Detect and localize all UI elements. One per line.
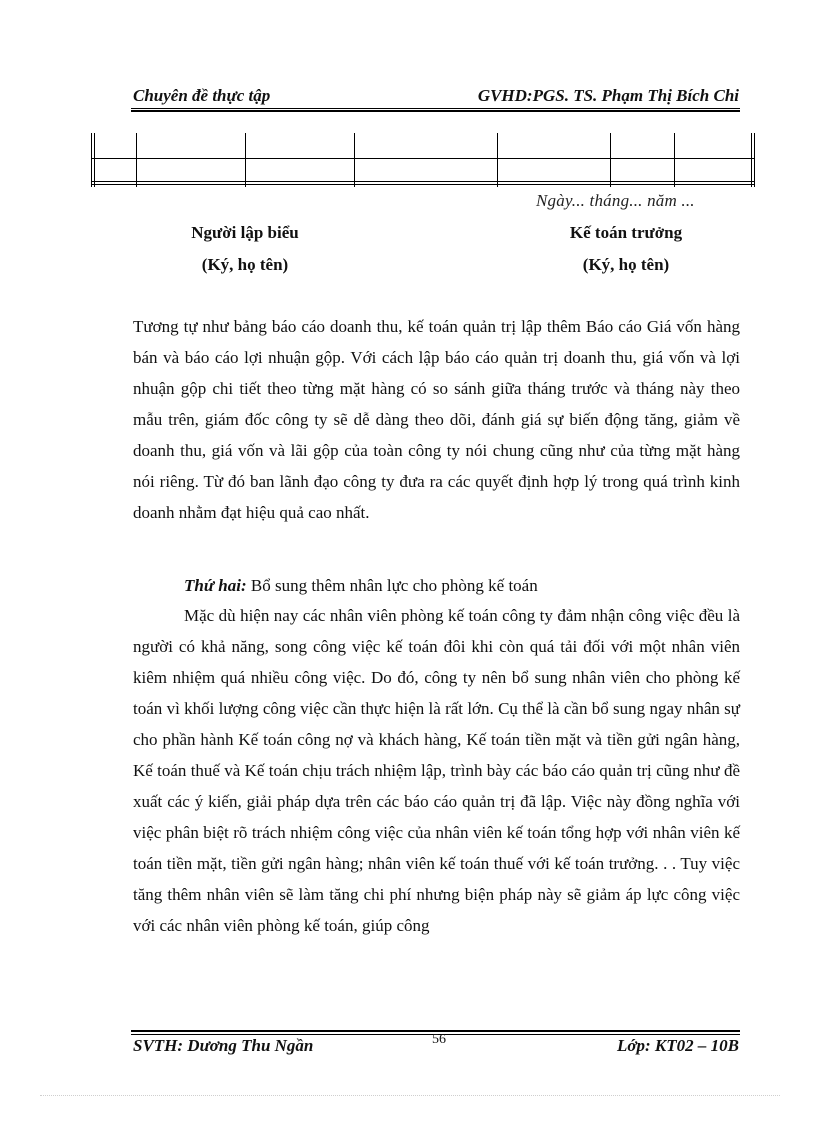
paragraph-2: Mặc dù hiện nay các nhân viên phòng kế toán công ty đảm nhận công việc đều là người có khả năng, song công việc kế toán đôi khi còn quá tải đối với một nhân viên kiêm nhiệm quá nhiều công việc. Do đó, công ty nên bổ sung nhân viên cho phòng kế toán vì khối lượng công việc cần thực hiện là rất lớn. Cụ thể là cần bổ sung ngay nhân sự cho phần hành Kế toán công nợ và khách hàng, Kế toán tiền mặt và tiền gửi ngân hàng, Kế toán thuế và Kế toán chịu trách nhiệm lập, trình bày các báo cáo quản trị cũng như đề xuất các ý kiến, giải pháp dựa trên các báo cáo quản trị đã lập. Việc này đồng nghĩa với việc phân biệt rõ trách nhiệm công việc của nhân viên kế toán tổng hợp với nhân viên kế toán tiền mặt, tiền gửi ngân hàng; nhân viên kế toán thuế với kế toán trưởng. . . Tuy việc tăng thêm nhân viên sẽ làm tăng chi phí nhưng biện pháp này sẽ giảm áp lực công việc với các nhân viên phòng kế toán, giúp công <box>133 606 740 935</box>
signature-chief-accountant-sub: (Ký, họ tên) <box>582 255 670 274</box>
page-header-left: Chuyên đề thực tập <box>133 86 271 105</box>
page-number: 56 <box>432 1032 446 1047</box>
signature-chief-accountant-title: Kế toán trưởng <box>569 223 683 242</box>
header-rule-thick <box>131 110 740 112</box>
signature-preparer <box>135 223 355 275</box>
header-rule-thin <box>131 108 740 109</box>
section-label: Thứ hai: <box>184 576 247 595</box>
signature-date: Ngày... tháng... năm ... <box>536 191 695 210</box>
page-header-right: GVHD:PGS. TS. Phạm Thị Bích Chi <box>477 86 739 105</box>
paragraph-1: Tương tự như bảng báo cáo doanh thu, kế toán quản trị lập thêm Báo cáo Giá vốn hàng bán và báo cáo lợi nhuận gộp. Với cách lập báo cáo quản trị doanh thu, giá vốn và lợi nhuận gộp chi tiết theo từng mặt hàng có so sánh giữa tháng trước và tháng này theo mẫu trên, giám đốc công ty sẽ dễ dàng theo dõi, đánh giá sự biến động tăng, giảm về doanh thu, giá vốn và lãi gộp của toàn công ty nói chung cũng như của từng mặt hàng nói riêng. Từ đó ban lãnh đạo công ty đưa ra các quyết định hợp lý trong quá trình kinh doanh nhằm đạt hiệu quả cao nhất. <box>133 317 740 522</box>
section-title: Bổ sung thêm nhân lực cho phòng kế toán <box>250 576 538 595</box>
footer-student: SVTH: Dương Thu Ngần <box>133 1036 314 1055</box>
signature-preparer-sub: (Ký, họ tên) <box>201 255 289 274</box>
page-edge-dots <box>40 1095 780 1096</box>
signature-preparer-title: Người lập biểu <box>191 223 299 242</box>
section-heading <box>184 570 538 601</box>
footer-class: Lớp: KT02 – 10B <box>617 1036 739 1055</box>
signature-chief-accountant <box>516 223 736 275</box>
